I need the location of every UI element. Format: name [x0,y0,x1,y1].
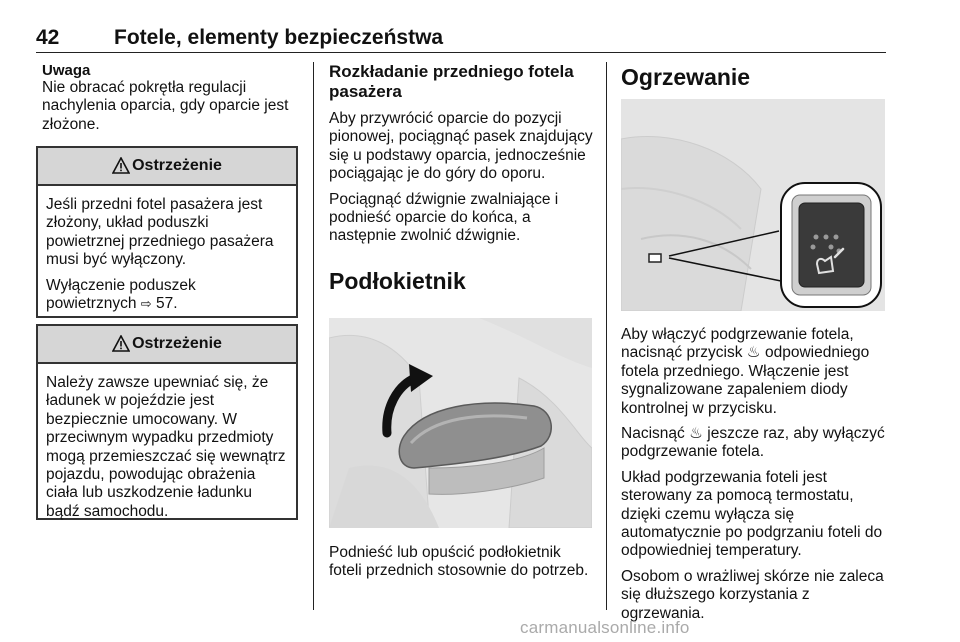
site-watermark: carmanualsonline.info [520,618,690,637]
section-heading-armrest: Podłokietnik [329,267,466,294]
note-text: Nie obracać pokrętła regulacji nachylenia oparcia, gdy oparcie jest złożone. [42,79,289,133]
heating-para-1-a: Aby włączyć podgrzewanie fotela, nacisnąć przycisk [621,326,854,362]
heating-para-1-b: odpowiedniego fotela przedniego. Włączenie jest sygnalizowane zapaleniem diody kontrolnej w przycisku. [621,344,870,417]
warning-box-1 [36,146,298,318]
warning-title-1: Ostrzeżenie [132,157,222,174]
warning-1-para-2 [46,277,288,314]
heating-heading-block [621,64,891,90]
heating-para-2-a: Nacisnąć [621,425,685,443]
seat-heat-icon: ♨ [689,425,703,443]
note-heading: Uwaga [42,62,91,79]
seat-heating-image [621,99,885,311]
header-rule [36,52,886,53]
middle-column [329,62,597,294]
warning-header-2 [38,326,296,364]
page-number: 42 [36,26,60,49]
heating-text-block [621,326,891,623]
page-header [36,26,886,52]
page-ref-icon: ⇨ [140,296,152,312]
warning-2-para-1: Należy zawsze upewniać się, że ładunek w pojeździe jest bezpiecznie umocowany. W przeciwnym wypadku przedmioty mogą przemieszczać się wewnątrz pojazdu, powodując obrażenia ciała lub uszkodzenie ładunku bądź samochodu. [46,374,286,520]
heating-para-2-b: jeszcze raz, aby wyłączyć podgrzewanie fotela. [621,425,885,461]
armrest-caption: Podnieść lub opuścić podłokietnik foteli przednich stosownie do potrzeb. [329,544,589,580]
warning-triangle-icon [112,335,130,353]
heating-para-2 [621,425,891,462]
column-divider-2 [606,62,607,610]
heating-para-3: Układ podgrzewania foteli jest sterowany za pomocą termostatu, dzięki czemu wyłącza się automatycznie po podgrzaniu foteli do odpowiedniej temperatury. [621,468,883,560]
column-divider-1 [313,62,314,610]
armrest-image [329,318,592,528]
warning-title-2: Ostrzeżenie [132,335,222,352]
seat-heating-illustration [621,99,885,311]
section-heading-heating: Ogrzewanie [621,64,751,90]
fold-seat-para-1: Aby przywrócić oparcie do pozycji pionowej, pociągnąć pasek znajdujący się u podstawy oparcia, jednocześnie pociągając je do góry do oporu. [329,110,593,183]
page-ref-number[interactable]: 57. [156,295,178,313]
warning-box-2 [36,324,298,520]
fold-seat-para-2: Pociągnąć dźwignie zwalniające i podnieść oparcie do końca, a następnie zwolnić dźwignie. [329,190,559,245]
warning-1-para-1: Jeśli przedni fotel pasażera jest złożony, układ poduszki powietrznej przedniego pasażera musi być wyłączony. [46,196,274,269]
heating-para-4: Osobom o wrażliwej skórze nie zaleca się dłuższego korzystania z ogrzewania. [621,567,884,622]
heating-para-1 [621,326,891,418]
warning-header-1 [38,148,296,186]
seat-heat-icon: ♨ [746,344,761,362]
armrest-illustration [329,318,592,528]
running-title: Fotele, elementy bezpieczeństwa [114,26,444,49]
subheading-fold-seat: Rozkładanie przedniego fotela pasażera [329,62,574,101]
warning-triangle-icon [112,157,130,175]
armrest-caption-block [329,544,597,581]
warning-1-para-2-text: Wyłączenie poduszek powietrznych [46,276,196,313]
note-block [42,62,304,134]
